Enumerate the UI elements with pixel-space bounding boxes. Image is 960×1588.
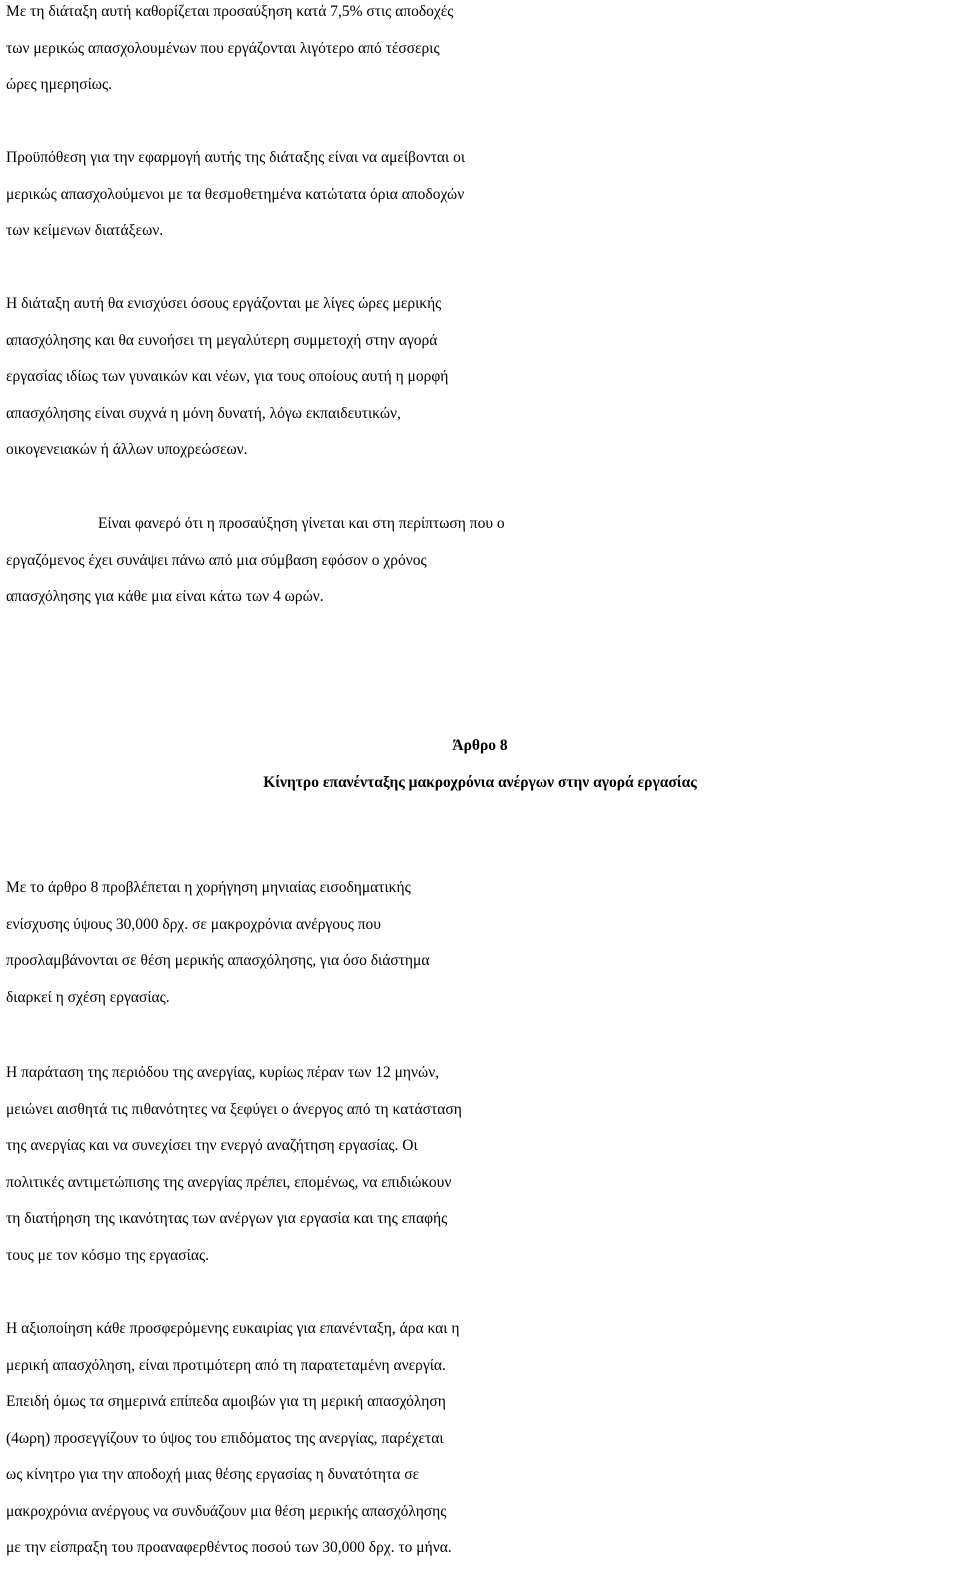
article-title: Κίνητρο επανένταξης μακροχρόνια ανέργων στην αγορά εργασίας: [263, 774, 697, 791]
text-line: των μερικώς απασχολουμένων που εργάζονται λιγότερο από τέσσερις: [6, 39, 440, 57]
text-line: μερικώς απασχολούμενοι με τα θεσμοθετημένα κατώτατα όρια αποδοχών: [6, 185, 465, 203]
paragraph-3: [6, 286, 954, 469]
paragraph-5: [6, 870, 954, 1016]
paragraph-7: [6, 1311, 954, 1567]
text-line: (4ωρη) προσεγγίζουν το ύψος του επιδόματος της ανεργίας, παρέχεται: [6, 1429, 444, 1447]
text-line: απασχόλησης και θα ευνοήσει τη μεγαλύτερη συμμετοχή στην αγορά: [6, 331, 438, 349]
text-line: της ανεργίας και να συνεχίσει την ενεργό αναζήτηση εργασίας. Οι: [6, 1137, 418, 1154]
article-number: Άρθρο 8: [452, 737, 508, 754]
text-line: προσλαμβάνονται σε θέση μερικής απασχόλησης, για όσο διάστημα: [6, 952, 430, 969]
text-line: οικογενειακών ή άλλων υποχρεώσεων.: [6, 441, 248, 458]
text-line: Η αξιοποίηση κάθε προσφερόμενης ευκαιρίας για επανένταξη, άρα και η: [6, 1320, 460, 1337]
text-line: με την είσπραξη του προαναφερθέντος ποσού των 30,000 δρχ. το μήνα.: [6, 1539, 452, 1556]
text-line: μερική απασχόληση, είναι προτιμότερη από τη παρατεταμένη ανεργία.: [6, 1356, 446, 1374]
paragraph-1: [6, 0, 954, 104]
text-line: των κείμενων διατάξεων.: [6, 222, 164, 239]
text-line: απασχόλησης για κάθε μια είναι κάτω των 4 ωρών.: [6, 588, 324, 605]
text-line: πολιτικές αντιμετώπισης της ανεργίας πρέπει, επομένως, να επιδιώκουν: [6, 1173, 452, 1191]
text-line: διαρκεί η σχέση εργασίας.: [6, 988, 170, 1006]
text-line: ως κίνητρο για την αποδοχή μιας θέσης εργασίας η δυνατότητα σε: [6, 1466, 420, 1483]
text-line: Προϋπόθεση για την εφαρμογή αυτής της διάταξης είναι να αμείβονται οι: [6, 149, 466, 166]
text-line: ενίσχυσης ύψους 30,000 δρχ. σε μακροχρόνια ανέργους που: [6, 915, 381, 933]
text-line: Η διάταξη αυτή θα ενισχύσει όσους εργάζονται με λίγες ώρες μερικής: [6, 295, 442, 312]
text-line: μειώνει αισθητά τις πιθανότητες να ξεφύγει ο άνεργος από τη κατάσταση: [6, 1100, 462, 1118]
paragraph-6: [6, 1055, 954, 1274]
text-line: Η παράταση της περιόδου της ανεργίας, κυρίως πέραν των 12 μηνών,: [6, 1064, 440, 1081]
text-line: Επειδή όμως τα σημερινά επίπεδα αμοιβών για τη μερική απασχόληση: [6, 1393, 446, 1410]
text-line: Με τη διάταξη αυτή καθορίζεται προσαύξηση κατά 7,5% στις αποδοχές: [6, 3, 454, 20]
text-line: ώρες ημερησίως.: [6, 76, 112, 93]
text-line: Με το άρθρο 8 προβλέπεται η χορήγηση μηνιαίας εισοδηματικής: [6, 879, 411, 896]
paragraph-2: [6, 140, 954, 250]
text-line: τους με τον κόσμο της εργασίας.: [6, 1246, 209, 1264]
text-line: μακροχρόνια ανέργους να συνδυάζουν μια θέση μερικής απασχόλησης: [6, 1502, 447, 1520]
text-line: Είναι φανερό ότι η προσαύξηση γίνεται και στη περίπτωση που ο: [98, 515, 505, 532]
text-line: εργασίας ιδίως των γυναικών και νέων, για τους οποίους αυτή η μορφή: [6, 368, 449, 385]
text-line: εργαζόμενος έχει συνάψει πάνω από μια σύμβαση εφόσον ο χρόνος: [6, 551, 427, 569]
text-line: απασχόλησης είναι συχνά η μόνη δυνατή, λόγω εκπαιδευτικών,: [6, 404, 401, 422]
paragraph-4: [6, 506, 954, 616]
text-line: τη διατήρηση της ικανότητας των ανέργων για εργασία και της επαφής: [6, 1210, 448, 1227]
